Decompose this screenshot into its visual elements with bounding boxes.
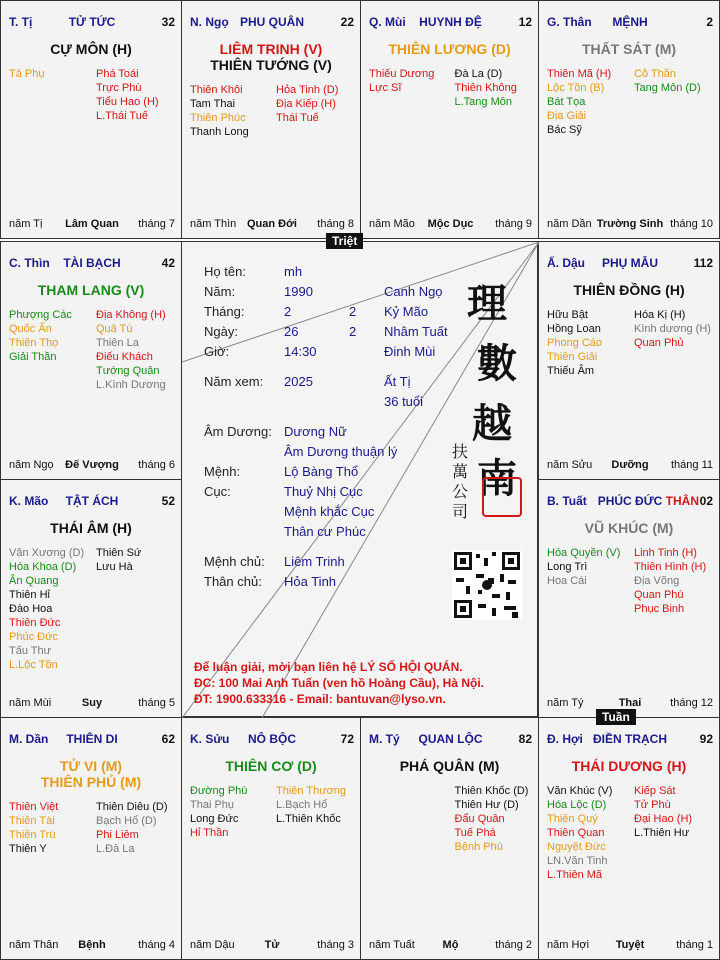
star-item: Giải Thần (9, 351, 57, 363)
star-item: Lưu Hà (96, 561, 133, 573)
star-item: Điếu Khách (96, 351, 153, 363)
star-item: Quốc Ấn (9, 323, 52, 335)
footer-year: năm Ngọ (9, 459, 54, 471)
palace-name: MỆNH (612, 15, 648, 29)
palace-branch: Ấ. Dậu (547, 256, 586, 270)
main-star: THẤT SÁT (M) (581, 41, 677, 57)
footer-year: năm Mùi (9, 697, 52, 709)
footer-year: năm Thân (9, 939, 59, 951)
seal-char-3: 越 (472, 400, 512, 447)
main-star: THÁI ÂM (H) (50, 520, 132, 536)
nam-value: 1990 (284, 284, 313, 299)
main-star: VŨ KHÚC (M) (584, 520, 674, 536)
palace-footer (9, 939, 175, 953)
stars-left (369, 67, 434, 95)
stars-right (634, 546, 706, 616)
palace-header (9, 256, 175, 272)
ho-ten-label: Họ tên: (204, 264, 246, 279)
palace-footer (547, 459, 713, 473)
star-item: Thai Phụ (190, 799, 235, 811)
amduong-value2: Âm Dương thuận lý (284, 444, 398, 459)
contact-line-1: Để luận giải, mời bạn liên hệ LÝ SỐ HỘI QUÁN. (194, 660, 463, 674)
star-item: Đại Hao (H) (634, 813, 693, 825)
star-item: Quả Tú (96, 323, 133, 335)
star-item: Đào Hoa (9, 603, 53, 615)
star-item: Tam Thai (190, 98, 236, 110)
star-item: Thiên Phúc (190, 112, 246, 124)
ngay-label: Ngày: (204, 324, 238, 339)
star-item: Bác Sỹ (547, 124, 582, 136)
menhchu-label: Mệnh chủ: (204, 554, 265, 569)
star-item: Phi Liêm (96, 829, 139, 841)
footer-year: năm Hợi (547, 939, 590, 951)
seal-small-text: 扶 萬 公 司 (452, 442, 469, 521)
palace-branch: N. Ngọ (190, 15, 229, 29)
palace-number: 92 (699, 732, 713, 746)
footer-stage: Mộc Dục (427, 218, 474, 230)
star-item: Ân Quang (9, 575, 59, 587)
stars-right (96, 67, 159, 123)
main-star: THIÊN ĐỒNG (H) (573, 282, 685, 298)
footer-month: tháng 9 (495, 218, 532, 230)
star-item: Kình dương (H) (634, 323, 711, 335)
star-item: Hoa Cái (547, 575, 587, 587)
star-item: Cô Thần (634, 68, 676, 80)
star-item: Thiên Hỉ (9, 589, 50, 601)
star-item: L.Thiên Mã (547, 869, 603, 881)
star-item: Hóa Lộc (D) (547, 799, 607, 811)
star-item: Đường Phù (190, 785, 248, 797)
star-item: Đà La (D) (454, 68, 503, 80)
star-item: Hóa Kị (H) (634, 309, 686, 321)
star-item: Hồng Loan (547, 323, 601, 335)
footer-month: tháng 2 (495, 939, 532, 951)
star-item: Lộc Tồn (B) (547, 82, 605, 94)
star-item: L.Bạch Hổ (276, 799, 328, 811)
palace-name: THIÊN DI (66, 732, 118, 746)
palace-footer (369, 218, 532, 232)
star-item: Đẩu Quân (454, 813, 505, 825)
star-item: Phong Cáo (547, 337, 603, 349)
namxem-value: 2025 (284, 374, 313, 389)
thang-can: Kỷ Mão (384, 304, 429, 319)
star-item: Thiên Diêu (D) (96, 801, 168, 813)
star-item: Thiên Việt (9, 801, 59, 813)
stars-left (9, 67, 44, 81)
footer-month: tháng 5 (138, 697, 175, 709)
stars-right (96, 546, 141, 574)
footer-stage: Mộ (442, 939, 459, 951)
palace-number: 2 (706, 15, 713, 29)
center-info-panel (181, 241, 538, 717)
star-item: Hỏa Tinh (D) (276, 84, 339, 96)
star-item: Thiếu Dương (369, 68, 435, 80)
footer-year: năm Tý (547, 697, 584, 709)
star-item: Long Trì (547, 561, 588, 573)
palace-number: 32 (161, 15, 175, 29)
footer-month: tháng 8 (317, 218, 354, 230)
star-item: Thiên Đức (9, 617, 61, 629)
cuc-value: Thuỷ Nhị Cục (284, 484, 363, 499)
palace-branch: B. Tuất (547, 494, 587, 508)
palace-header (9, 15, 175, 31)
cuc-label: Cục: (204, 484, 231, 499)
star-item: Phục Binh (634, 603, 685, 615)
namxem-label: Năm xem: (204, 374, 264, 389)
star-item: Tả Phụ (9, 68, 45, 80)
star-item: L.Lộc Tồn (9, 659, 58, 671)
footer-year: năm Dần (547, 218, 592, 230)
stars-left (9, 308, 72, 364)
qr-code[interactable] (452, 550, 522, 620)
footer-year: năm Mão (369, 218, 415, 230)
footer-year: năm Tuất (369, 939, 415, 951)
footer-year: năm Tị (9, 218, 43, 230)
palace-header (547, 494, 713, 510)
ngay-value2: 2 (349, 324, 357, 339)
star-item: Nguyệt Đức (547, 841, 606, 853)
star-item: Hóa Quyền (V) (547, 547, 621, 559)
star-item: Trực Phù (96, 82, 142, 94)
main-star: CỰ MÔN (H) (50, 41, 132, 57)
main-star: PHÁ QUÂN (M) (399, 758, 500, 774)
footer-stage: Đế Vượng (65, 459, 119, 471)
star-item: Thiên La (96, 337, 139, 349)
palace-header (547, 256, 713, 272)
main-star: THIÊN PHỦ (M) (40, 774, 142, 790)
stars-left (190, 784, 247, 840)
palace-than[interactable] (538, 0, 720, 239)
star-item: L.Kình Dương (96, 379, 166, 391)
stars-left (547, 308, 602, 378)
footer-stage: Thai (618, 697, 642, 709)
palace-name: TẬT ÁCH (65, 494, 119, 508)
footer-stage: Suy (81, 697, 103, 709)
footer-stage: Dưỡng (611, 459, 649, 471)
triet-badge: Triệt (326, 233, 363, 249)
star-item: Địa Không (H) (96, 309, 166, 321)
stars-right (276, 784, 346, 826)
star-item: Thiên Y (9, 843, 47, 855)
gio-label: Giờ: (204, 344, 230, 359)
stars-left (547, 67, 611, 137)
palace-name: TỬ TỨC (68, 15, 116, 29)
stars-right (634, 67, 701, 95)
footer-stage: Bệnh (78, 939, 106, 951)
seal-char-2: 數 (477, 340, 517, 387)
star-item: Thiên Khốc (D) (454, 785, 529, 797)
palace-number: 52 (161, 494, 175, 508)
palace-name: TÀI BẠCH (63, 256, 121, 270)
contact-line-2: ĐC: 100 Mai Anh Tuấn (ven hồ Hoàng Cầu), Hà Nội. (194, 676, 485, 690)
star-item: Địa Kiếp (H) (276, 98, 336, 110)
menh-label: Mệnh: (204, 464, 241, 479)
star-item: Thiếu Âm (547, 365, 595, 377)
namxem-can: Ất Tị (384, 374, 411, 389)
star-item: Thiên Quý (547, 813, 598, 825)
palace-header (190, 15, 354, 31)
palace-branch: G. Thân (547, 15, 592, 29)
palace-branch: M. Tý (369, 732, 400, 746)
star-item: Bệnh Phù (454, 841, 503, 853)
star-item: Phượng Các (9, 309, 72, 321)
amduong-value: Dương Nữ (284, 424, 347, 439)
palace-branch: C. Thìn (9, 256, 50, 270)
palace-ngo[interactable] (181, 0, 361, 239)
palace-number: 72 (340, 732, 354, 746)
stars-right (96, 308, 166, 392)
star-item: L.Tang Môn (454, 96, 512, 108)
palace-header (190, 732, 354, 748)
palace-footer (369, 939, 532, 953)
thang-label: Tháng: (204, 304, 245, 319)
palace-header (547, 15, 713, 31)
gio-value: 14:30 (284, 344, 317, 359)
star-item: Thái Tuế (276, 112, 319, 124)
palace-header (369, 15, 532, 31)
cuc-value3: Thân cư Phúc (284, 524, 366, 539)
footer-month: tháng 6 (138, 459, 175, 471)
palace-mui[interactable] (360, 0, 539, 239)
palace-footer (547, 939, 713, 953)
star-item: Phá Toái (96, 68, 139, 80)
nam-can: Canh Ngọ (384, 284, 443, 299)
palace-name: PHỤ MẪU (602, 256, 658, 270)
footer-month: tháng 7 (138, 218, 175, 230)
stars-left (190, 83, 249, 139)
than-marker: THÂN (665, 494, 699, 508)
contact-line-3[interactable]: ĐT: 1900.633316 - Email: bantuvan@lyso.vn. (194, 692, 446, 706)
palace-header (9, 494, 175, 510)
star-item: Thiên Mã (H) (547, 68, 612, 80)
footer-stage: Tuyệt (615, 939, 645, 951)
main-star: LIÊM TRINH (V) (219, 41, 323, 57)
palace-branch: Đ. Hợi (547, 732, 583, 746)
thang-value: 2 (284, 304, 292, 319)
star-item: Thiên Giải (547, 351, 598, 363)
palace-header (9, 732, 175, 748)
stars-right (634, 784, 692, 840)
palace-name: QUAN LỘC (418, 732, 483, 746)
tuoi-value: 36 tuổi (384, 394, 424, 409)
stars-right (96, 800, 168, 856)
star-item: Thiên Trù (9, 829, 56, 841)
palace-tuat[interactable] (538, 479, 720, 718)
amduong-label: Âm Dương: (204, 424, 272, 439)
palace-branch: K. Mão (9, 494, 49, 508)
star-item: Địa Võng (634, 575, 680, 587)
thanchu-value: Hỏa Tinh (284, 574, 337, 589)
star-item: Hóa Khoa (D) (9, 561, 77, 573)
star-item: Thiên Khôi (190, 84, 243, 96)
palace-thin[interactable] (0, 241, 182, 480)
star-item: Hữu Bật (547, 309, 588, 321)
star-item: Thiên Hình (H) (634, 561, 707, 573)
palace-branch: T. Tị (9, 15, 33, 29)
stars-right (455, 784, 529, 854)
footer-month: tháng 1 (676, 939, 713, 951)
footer-stage: Trường Sinh (596, 218, 664, 230)
star-item: Hỉ Thần (190, 827, 229, 839)
palace-name: PHU QUÂN (239, 15, 304, 29)
menhchu-value: Liêm Trinh (284, 554, 345, 569)
footer-stage: Lâm Quan (65, 218, 119, 230)
palace-name: HUYNH ĐỆ (419, 15, 482, 29)
star-item: Thiên Hư (D) (454, 799, 519, 811)
star-item: Thiên Sứ (96, 547, 142, 559)
star-item: Văn Xương (D) (9, 547, 85, 559)
red-stamp (482, 477, 522, 517)
thang-value2: 2 (349, 304, 357, 319)
palace-name: PHÚC ĐỨC (597, 494, 663, 508)
palace-dan[interactable] (0, 717, 182, 960)
footer-month: tháng 10 (670, 218, 713, 230)
stars-left (547, 546, 620, 588)
star-item: Thiên Quan (547, 827, 605, 839)
star-item: Thiên Thọ (9, 337, 59, 349)
stars-right (276, 83, 338, 125)
palace-header (547, 732, 713, 748)
star-item: Thiên Thương (276, 785, 347, 797)
menh-value: Lộ Bàng Thổ (284, 464, 359, 479)
star-item: Thanh Long (190, 126, 249, 138)
palace-ty[interactable] (360, 717, 539, 960)
palace-number: 22 (340, 15, 354, 29)
palace-branch: Q. Mùi (369, 15, 406, 29)
star-item: Bát Tọa (547, 96, 586, 108)
thanchu-label: Thân chủ: (204, 574, 262, 589)
palace-footer (9, 218, 175, 232)
palace-footer (9, 697, 175, 711)
footer-month: tháng 12 (670, 697, 713, 709)
palace-dau[interactable] (538, 241, 720, 480)
palace-name: ĐIỀN TRẠCH (593, 732, 667, 746)
palace-number: 82 (518, 732, 532, 746)
star-item: L.Thiên Khốc (276, 813, 341, 825)
palace-branch: M. Dần (9, 732, 49, 746)
tuan-badge: Tuần (596, 709, 636, 725)
ngay-can: Nhâm Tuất (384, 324, 448, 339)
footer-stage: Tử (264, 939, 280, 951)
star-item: Kiếp Sát (634, 785, 676, 797)
ho-ten-value: mh (284, 264, 303, 279)
star-item: L.Thiên Hư (634, 827, 690, 839)
star-item: Tấu Thư (9, 645, 52, 657)
main-star: THAM LANG (V) (37, 282, 145, 298)
seal-char-1: 理 (467, 280, 507, 327)
star-item: LN.Văn Tinh (547, 855, 608, 867)
footer-month: tháng 11 (670, 459, 713, 471)
palace-footer (547, 218, 713, 232)
stars-right (634, 308, 711, 350)
nam-label: Năm: (204, 284, 236, 299)
footer-year: năm Sửu (547, 459, 593, 471)
palace-number: 42 (161, 256, 175, 270)
star-item: Tiểu Hao (H) (96, 96, 159, 108)
star-item: Quan Phù (634, 589, 684, 601)
palace-mao[interactable] (0, 479, 182, 718)
main-star: THÁI DƯƠNG (H) (571, 758, 687, 774)
stars-left (9, 546, 84, 672)
gio-can: Đinh Mùi (384, 344, 436, 359)
star-item: Tang Môn (D) (634, 82, 701, 94)
stars-left (9, 800, 58, 856)
star-item: Văn Khúc (V) (547, 785, 613, 797)
stars-right (455, 67, 517, 109)
palace-number: 12 (518, 15, 532, 29)
palace-footer (190, 218, 354, 232)
star-item: Thiên Không (454, 82, 517, 94)
main-star: TỬ VI (M) (59, 758, 123, 774)
star-item: Bạch Hổ (D) (96, 815, 157, 827)
seal-char-4: 南 (477, 455, 517, 502)
main-star: THIÊN LƯƠNG (D) (388, 41, 511, 57)
star-item: L.Đà La (96, 843, 135, 855)
footer-year: năm Thìn (190, 218, 237, 230)
footer-month: tháng 4 (138, 939, 175, 951)
star-item: Tuế Phá (454, 827, 496, 839)
footer-month: tháng 3 (317, 939, 354, 951)
palace-branch: K. Sửu (190, 732, 230, 746)
star-item: Linh Tinh (H) (634, 547, 697, 559)
palace-number: 112 (693, 256, 713, 270)
star-item: Thiên Tài (9, 815, 55, 827)
cuc-value2: Mệnh khắc Cục (284, 504, 375, 519)
footer-stage: Quan Đới (247, 218, 297, 230)
footer-year: năm Dậu (190, 939, 235, 951)
star-item: Tử Phù (634, 799, 671, 811)
palace-suu[interactable] (181, 717, 361, 960)
palace-footer (190, 939, 354, 953)
star-item: Địa Giải (547, 110, 587, 122)
star-item: Lực Sĩ (369, 82, 402, 94)
main-star: THIÊN CƠ (D) (225, 758, 317, 774)
ngay-value: 26 (284, 324, 299, 339)
star-item: Tướng Quân (96, 365, 160, 377)
palace-number: 02 (699, 494, 713, 508)
star-item: Quan Phủ (634, 337, 684, 349)
palace-ti[interactable] (0, 0, 182, 239)
star-item: Phúc Đức (9, 631, 58, 643)
main-star: THIÊN TƯỚNG (V) (210, 57, 332, 73)
palace-name: NÔ BỘC (248, 732, 296, 746)
palace-header (369, 732, 532, 748)
palace-footer (9, 459, 175, 473)
palace-hoi[interactable] (538, 717, 720, 960)
stars-left (547, 784, 612, 882)
palace-number: 62 (161, 732, 175, 746)
star-item: L.Thái Tuế (96, 110, 148, 122)
star-item: Long Đức (190, 813, 239, 825)
